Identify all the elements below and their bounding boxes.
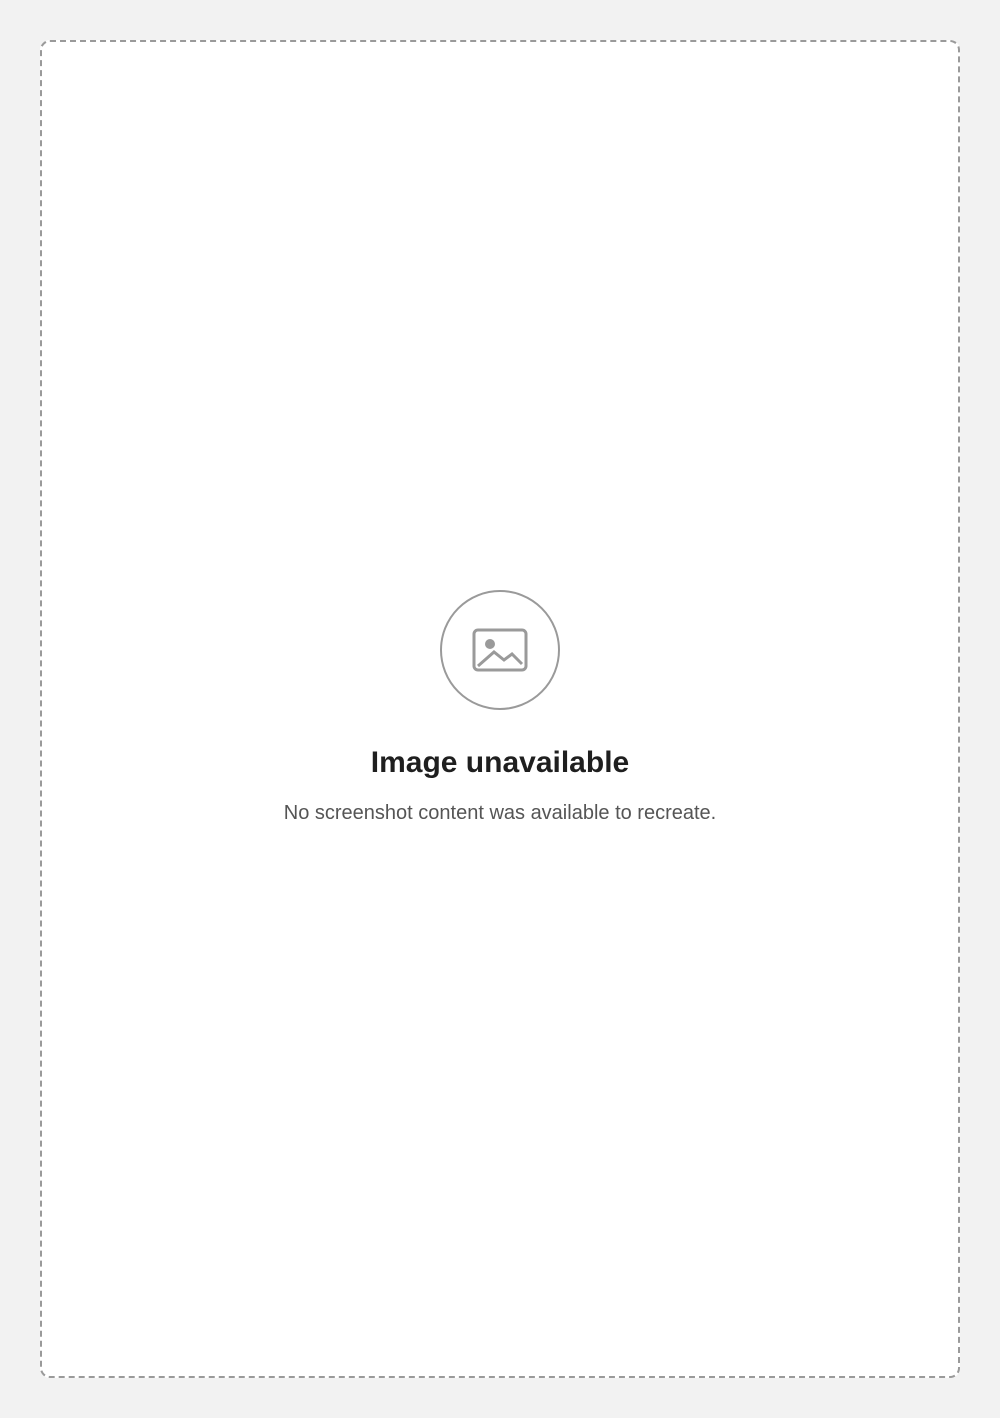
- image-placeholder-icon: [440, 590, 560, 710]
- placeholder-title: Image unavailable: [370, 746, 630, 779]
- placeholder-note: No screenshot content was available to recreate.: [283, 802, 717, 824]
- image-placeholder-glyph: [468, 618, 532, 682]
- placeholder-frame: [40, 40, 960, 1378]
